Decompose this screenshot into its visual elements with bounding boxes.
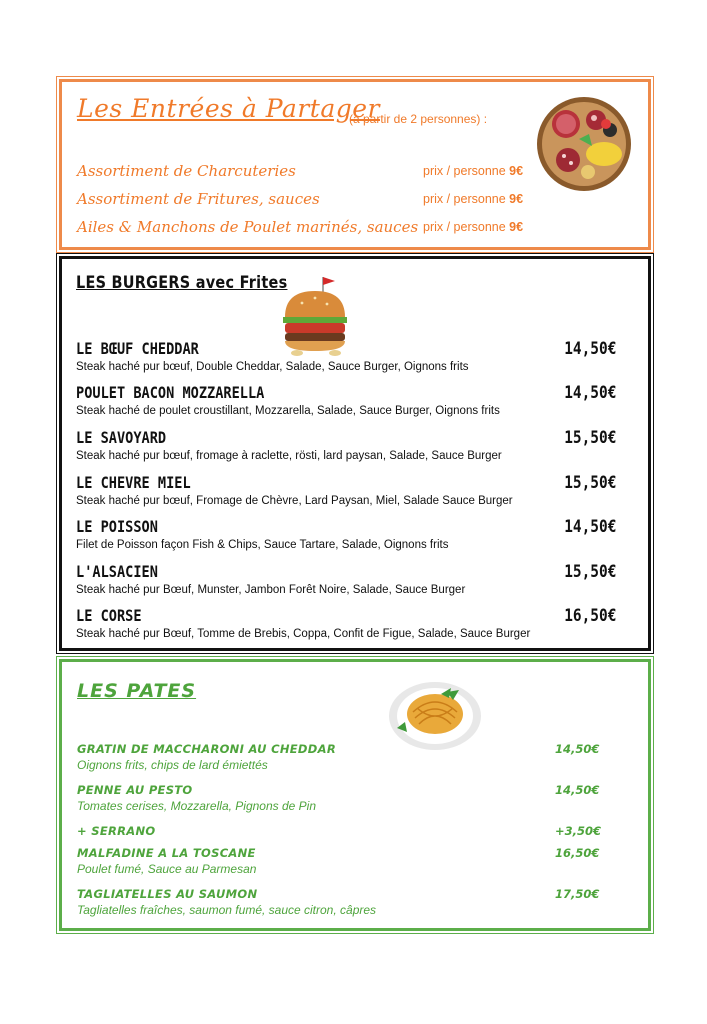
burger-item [76,383,616,417]
entrees-subtitle: (à partir de 2 personnes) : [349,112,488,126]
burger-name: LE SAVOYARD [76,428,167,447]
pasta-desc: Oignons frits, chips de lard émiettés [77,758,268,772]
burger-price: 16,50€ [563,606,616,626]
charcuterie-platter-icon [534,94,634,194]
burger-name: LE CHEVRE MIEL [76,473,191,492]
burger-item [76,562,616,596]
burger-name: LE POISSON [76,517,158,536]
burger-name: LE BŒUF CHEDDAR [76,339,199,358]
entree-name: Assortiment de Fritures, sauces [77,190,320,208]
burger-price: 15,50€ [563,428,616,448]
entree-item [77,162,547,186]
burger-item [76,428,616,462]
pasta-price: 16,50€ [555,846,600,860]
burger-desc: Steak haché pur bœuf, Double Cheddar, Salade, Sauce Burger, Oignons frits [76,361,469,373]
pasta-name: GRATIN DE MACCHARONI AU CHEDDAR [77,742,336,756]
entree-price: prix / personne 9€ [423,220,524,234]
pates-title: LES PATES [77,680,197,702]
entrees-title: Les Entrées à Partager [77,94,380,123]
pasta-name: PENNE AU PESTO [77,783,193,797]
entree-item [77,218,547,242]
entree-name: Ailes & Manchons de Poulet marinés, sauces [77,218,419,236]
burger-name: L'ALSACIEN [76,562,158,581]
spaghetti-plate-icon [387,672,483,752]
burger-item [76,339,616,373]
entree-item [77,190,547,214]
pasta-item [77,887,617,917]
burger-item [76,517,616,551]
burger-desc: Filet de Poisson façon Fish & Chips, Sauce Tartare, Salade, Oignons frits [76,539,449,551]
burger-desc: Steak haché pur bœuf, fromage à raclette, rösti, lard paysan, Salade, Sauce Burger [76,450,502,462]
burger-name: LE CORSE [76,606,142,625]
pasta-name: TAGLIATELLES AU SAUMON [77,887,258,901]
burger-price: 14,50€ [563,383,616,403]
pates-section [59,659,651,931]
burger-desc: Steak haché pur Bœuf, Munster, Jambon Forêt Noire, Salade, Sauce Burger [76,584,466,596]
pasta-desc: Poulet fumé, Sauce au Parmesan [77,862,257,876]
burger-price: 14,50€ [563,339,616,359]
pasta-item [77,783,617,813]
pasta-desc: Tomates cerises, Mozzarella, Pignons de Pin [77,799,317,813]
entrees-section [59,79,651,250]
burger-desc: Steak haché de poulet croustillant, Mozzarella, Salade, Sauce Burger, Oignons frits [76,405,500,417]
entree-name: Assortiment de Charcuteries [77,162,296,180]
burger-price: 14,50€ [563,517,616,537]
pasta-name: + SERRANO [77,824,156,838]
pasta-desc: Tagliatelles fraîches, saumon fumé, sauce citron, câpres [77,903,377,917]
burger-desc: Steak haché pur bœuf, Fromage de Chèvre, Lard Paysan, Miel, Salade Sauce Burger [76,495,513,507]
pasta-item [77,742,617,772]
burger-name: POULET BACON MOZZARELLA [76,383,265,402]
pasta-item [77,824,617,838]
pasta-item [77,846,617,876]
pasta-price: 17,50€ [555,887,600,901]
burger-item [76,473,616,507]
burger-desc: Steak haché pur Bœuf, Tomme de Brebis, Coppa, Confit de Figue, Salade, Sauce Burger [76,628,531,640]
burger-price: 15,50€ [563,473,616,493]
pasta-price: 14,50€ [555,783,600,797]
entree-price: prix / personne 9€ [423,164,524,178]
pasta-name: MALFADINE A LA TOSCANE [77,846,256,860]
burgers-title: LES BURGERS avec Frites [76,273,288,293]
burger-price: 15,50€ [563,562,616,582]
pasta-price: 14,50€ [555,742,600,756]
pasta-price: +3,50€ [555,824,602,838]
burgers-section [59,256,651,651]
entree-price: prix / personne 9€ [423,192,524,206]
burger-item [76,606,616,640]
